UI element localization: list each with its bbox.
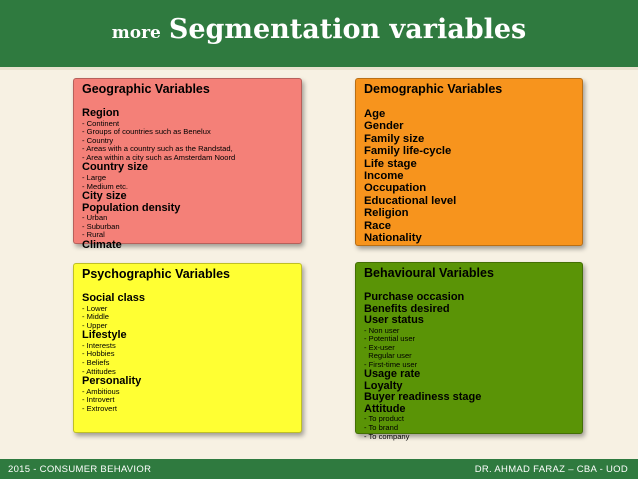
variable-heading: User status: [364, 314, 424, 326]
variable-heading: Usage rate: [364, 368, 421, 381]
demographic-list: [364, 108, 574, 244]
variable-subitem: - Continent: [82, 118, 120, 128]
variable-subitem: - Country: [82, 135, 114, 145]
variable-heading: Family size: [364, 132, 425, 145]
title-prefix: more: [111, 23, 161, 43]
variable-heading: Occupation: [364, 182, 427, 195]
variable-subitem: - To company: [364, 431, 410, 441]
variable-heading: Gender: [364, 120, 404, 133]
footer-course: 2015 - CONSUMER BEHAVIOR: [8, 464, 152, 475]
variable-subitem: - First-time user: [364, 359, 418, 369]
variable-heading: Population density: [82, 201, 181, 214]
variable-heading: Buyer readiness stage: [364, 391, 482, 404]
variable-subitem: - Non user: [364, 325, 400, 335]
variable-heading: Family life-cycle: [364, 145, 452, 158]
variable-subitem: - Ambitious: [82, 386, 120, 396]
title-main: Segmentation variables: [168, 14, 527, 45]
demographic-variables-box: [355, 78, 583, 246]
geographic-variables-box: [73, 78, 302, 251]
variable-heading: Region: [82, 107, 120, 119]
variable-heading: Climate: [82, 238, 122, 251]
geographic-box-title: Geographic Variables: [82, 82, 210, 96]
variable-subitem: - Extrovert: [82, 403, 118, 413]
variable-subitem: - Interests: [82, 340, 116, 350]
variable-subitem: - Groups of countries such as Benelux: [82, 127, 211, 137]
slide-title: [0, 14, 638, 45]
psychographic-variables-box: [73, 263, 302, 433]
variable-subitem: - Middle: [82, 312, 110, 322]
variable-subitem: - Upper: [82, 320, 108, 330]
variable-heading: Income: [364, 170, 404, 183]
variable-subitem: - Introvert: [82, 395, 115, 405]
variable-subitem: - Hobbies: [82, 349, 115, 359]
variable-heading: Educational level: [364, 194, 457, 207]
footer-author: DR. AHMAD FARAZ – CBA - UOD: [474, 464, 628, 475]
variable-subitem: - Medium etc.: [82, 181, 128, 191]
psychographic-box-title: Psychographic Variables: [82, 267, 230, 281]
variable-heading: Lifestyle: [82, 329, 127, 342]
variable-subitem: - Beliefs: [82, 357, 110, 367]
geographic-list: [82, 108, 293, 251]
variable-subitem: - Ex-user: [364, 342, 395, 352]
variable-subitem: - Urban: [82, 213, 108, 223]
variable-heading: Benefits desired: [364, 302, 450, 315]
variable-heading: Life stage: [364, 157, 417, 170]
variable-heading: Loyalty: [364, 379, 403, 392]
variable-subitem: - Attitudes: [82, 366, 116, 376]
variable-heading: Attitude: [364, 402, 406, 415]
variable-heading: City size: [82, 190, 127, 203]
behavioural-box-title: Behavioural Variables: [364, 266, 494, 280]
variable-subitem: - Lower: [82, 303, 108, 313]
variable-heading: Social class: [82, 292, 145, 304]
footer-bar: [0, 459, 638, 479]
variable-heading: Purchase occasion: [364, 291, 465, 303]
behavioural-list: [364, 292, 574, 441]
variable-subitem: - Area within a city such as Amsterdam Noord: [82, 152, 236, 162]
variable-subitem: - Large: [82, 172, 107, 182]
variable-subitem: - To brand: [364, 423, 399, 433]
variable-heading: Nationality: [364, 232, 422, 245]
variable-heading: Country size: [82, 161, 149, 174]
variable-subitem: - Potential user: [364, 334, 416, 344]
variable-heading: Race: [364, 219, 392, 232]
variable-subitem: - Areas with a country such as the Randstad,: [82, 144, 233, 154]
variable-subitem: Regular user: [364, 351, 412, 361]
variable-subitem: - Rural: [82, 230, 105, 240]
psychographic-list: [82, 293, 293, 413]
demographic-box-title: Demographic Variables: [364, 82, 503, 96]
variable-subitem: - To product: [364, 414, 404, 424]
title-bar: [0, 0, 638, 70]
variable-heading: Age: [364, 108, 386, 120]
behavioural-variables-box: [355, 262, 583, 441]
variable-heading: Religion: [364, 207, 409, 220]
variable-heading: Personality: [82, 375, 142, 388]
variable-subitem: - Suburban: [82, 221, 120, 231]
